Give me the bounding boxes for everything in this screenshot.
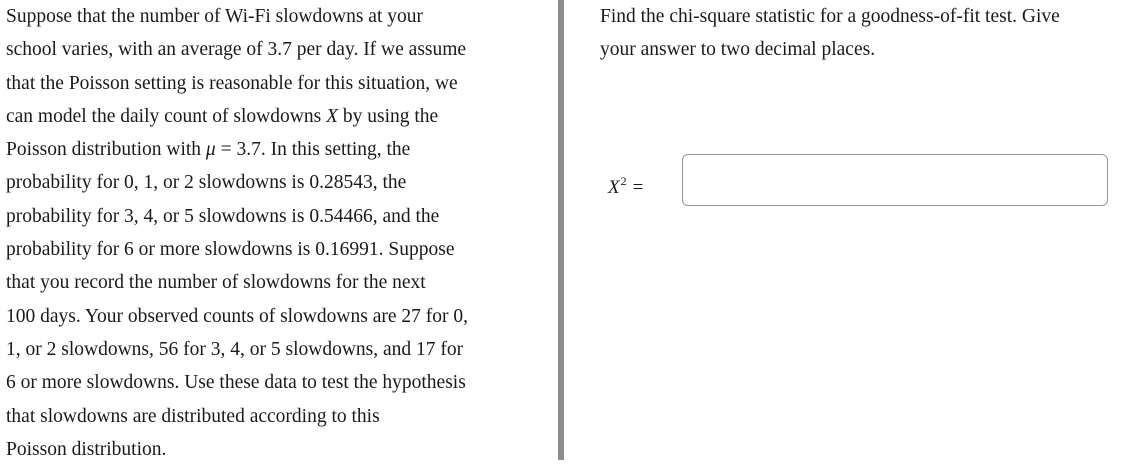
problem-pane <box>6 0 554 460</box>
question-line: your answer to two decimal places. <box>600 39 876 61</box>
problem-line-text: Poisson distribution with <box>6 139 202 161</box>
question-pane <box>600 0 1122 460</box>
problem-line-text: = 3.7. In this setting, the <box>220 139 411 161</box>
problem-line <box>6 100 554 133</box>
problem-line: probability for 0, 1, or 2 slowdowns is 0.28543, the <box>6 172 407 194</box>
chi-square-symbol: X <box>608 177 620 198</box>
chi-square-exponent: 2 <box>620 174 627 188</box>
problem-line: that you record the number of slowdowns for the next <box>6 272 426 294</box>
problem-line-text: can model the daily count of slowdowns <box>6 105 322 127</box>
problem-line: that the Poisson setting is reasonable for this situation, we <box>6 72 458 94</box>
problem-line: 1, or 2 slowdowns, 56 for 3, 4, or 5 slowdowns, and 17 for <box>6 338 464 360</box>
chi-square-label <box>608 169 643 200</box>
problem-line: that slowdowns are distributed according to this <box>6 405 380 427</box>
chi-square-answer-input[interactable] <box>682 154 1108 206</box>
problem-statement <box>6 0 554 466</box>
answer-row <box>608 154 1108 208</box>
question-prompt <box>600 0 1122 67</box>
pane-divider[interactable] <box>558 0 564 460</box>
problem-line: 6 or more slowdowns. Use these data to test the hypothesis <box>6 372 466 394</box>
problem-line: probability for 3, 4, or 5 slowdowns is 0.54466, and the <box>6 205 440 227</box>
problem-line: Suppose that the number of Wi-Fi slowdowns at your <box>6 6 423 27</box>
variable-x: X <box>326 105 338 127</box>
problem-line: school varies, with an average of 3.7 per day. If we assume <box>6 39 467 61</box>
problem-line-text: by using the <box>342 105 439 127</box>
variable-mu: μ <box>205 139 216 161</box>
problem-line: 100 days. Your observed counts of slowdowns are 27 for 0, <box>6 305 468 327</box>
problem-line: probability for 6 or more slowdowns is 0.16991. Suppose <box>6 239 455 261</box>
equals-sign: = <box>632 177 644 198</box>
problem-line: Poisson distribution. <box>6 438 167 460</box>
problem-line <box>6 133 554 166</box>
question-line: Find the chi-square statistic for a goodness-of-fit test. Give <box>600 6 1060 27</box>
